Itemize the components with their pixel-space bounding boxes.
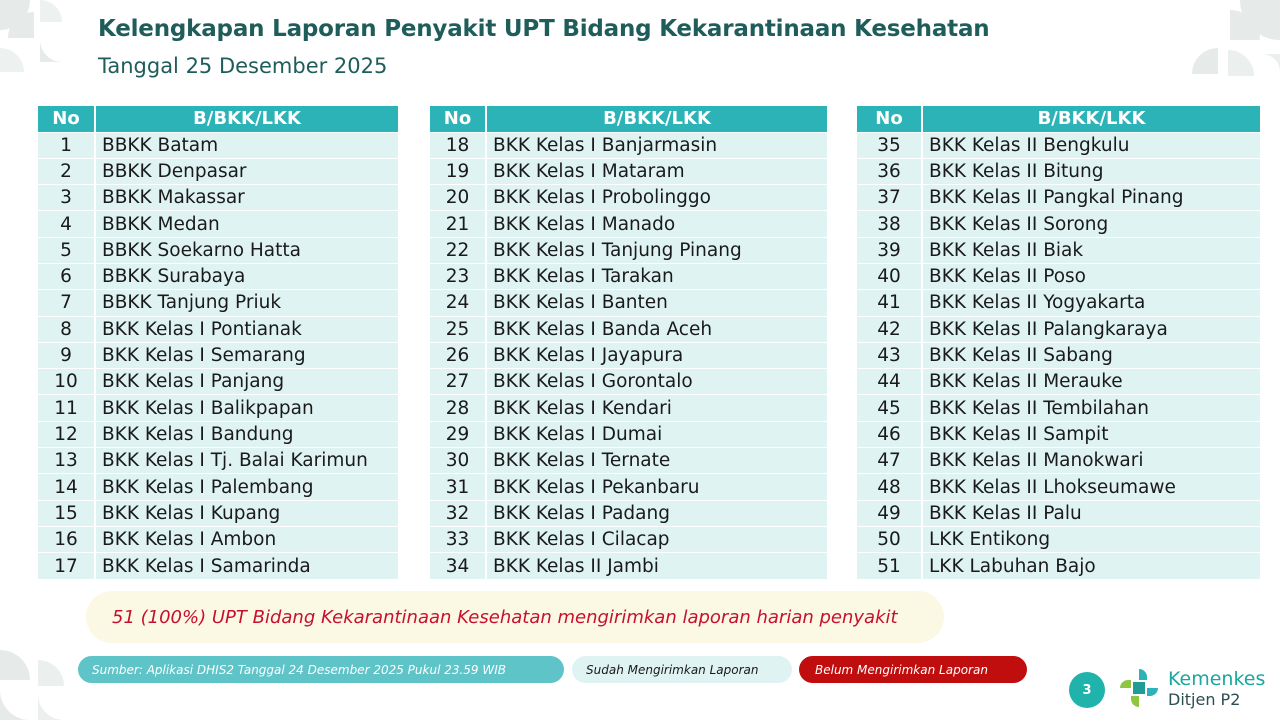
row-number: 10 — [38, 369, 95, 395]
row-number: 8 — [38, 316, 95, 342]
leaf-pattern-icon — [0, 0, 90, 90]
row-number: 50 — [857, 526, 922, 552]
row-number: 32 — [430, 500, 486, 526]
row-unit-name: BBKK Batam — [95, 132, 398, 158]
table-row — [857, 474, 1260, 500]
table-row — [38, 553, 398, 579]
table-row — [38, 185, 398, 211]
row-number: 11 — [38, 395, 95, 421]
row-number: 6 — [38, 263, 95, 289]
row-unit-name: BKK Kelas I Bandung — [95, 421, 398, 447]
row-unit-name: BKK Kelas I Padang — [486, 500, 827, 526]
table-row — [430, 395, 827, 421]
row-unit-name: BKK Kelas I Tarakan — [486, 263, 827, 289]
table-row — [38, 448, 398, 474]
column-header-no: No — [38, 106, 95, 132]
row-number: 30 — [430, 448, 486, 474]
row-number: 3 — [38, 185, 95, 211]
row-number: 9 — [38, 342, 95, 368]
summary-banner: 51 (100%) UPT Bidang Kekarantinaan Kesehatan mengirimkan laporan harian penyakit — [86, 591, 944, 643]
table-row — [430, 500, 827, 526]
row-unit-name: BKK Kelas I Kupang — [95, 500, 398, 526]
table-row — [38, 369, 398, 395]
row-number: 15 — [38, 500, 95, 526]
row-number: 48 — [857, 474, 922, 500]
row-unit-name: BKK Kelas I Semarang — [95, 342, 398, 368]
row-unit-name: BBKK Makassar — [95, 185, 398, 211]
row-number: 14 — [38, 474, 95, 500]
table-row — [38, 395, 398, 421]
row-unit-name: BKK Kelas II Sorong — [922, 211, 1260, 237]
table-row — [857, 316, 1260, 342]
row-unit-name: BKK Kelas I Samarinda — [95, 553, 398, 579]
row-unit-name: BKK Kelas I Manado — [486, 211, 827, 237]
upt-table-1 — [38, 106, 398, 579]
table-row — [430, 342, 827, 368]
table-row — [857, 553, 1260, 579]
row-unit-name: BBKK Surabaya — [95, 263, 398, 289]
row-number: 38 — [857, 211, 922, 237]
row-number: 46 — [857, 421, 922, 447]
row-unit-name: BKK Kelas I Palembang — [95, 474, 398, 500]
table-row — [857, 211, 1260, 237]
page-number: 3 — [1069, 672, 1105, 708]
table-row — [38, 500, 398, 526]
brand-subtitle: Ditjen P2 — [1168, 690, 1241, 709]
table-row — [430, 237, 827, 263]
row-unit-name: BKK Kelas I Banten — [486, 290, 827, 316]
row-unit-name: BKK Kelas II Palu — [922, 500, 1260, 526]
row-unit-name: BKK Kelas I Ambon — [95, 526, 398, 552]
brand-name: Kemenkes — [1168, 668, 1266, 690]
row-unit-name: BKK Kelas I Banjarmasin — [486, 132, 827, 158]
row-unit-name: BKK Kelas II Poso — [922, 263, 1260, 289]
row-number: 7 — [38, 290, 95, 316]
page-subtitle: Tanggal 25 Desember 2025 — [98, 54, 388, 78]
row-number: 20 — [430, 185, 486, 211]
row-number: 35 — [857, 132, 922, 158]
table-row — [430, 421, 827, 447]
row-unit-name: BKK Kelas I Banda Aceh — [486, 316, 827, 342]
row-number: 28 — [430, 395, 486, 421]
row-number: 43 — [857, 342, 922, 368]
row-number: 21 — [430, 211, 486, 237]
table-row — [857, 342, 1260, 368]
table-row — [857, 500, 1260, 526]
row-number: 29 — [430, 421, 486, 447]
row-unit-name: BKK Kelas I Pontianak — [95, 316, 398, 342]
table-row — [857, 395, 1260, 421]
row-unit-name: BKK Kelas I Pekanbaru — [486, 474, 827, 500]
row-unit-name: BBKK Medan — [95, 211, 398, 237]
row-unit-name: BKK Kelas II Pangkal Pinang — [922, 185, 1260, 211]
column-header-name: B/BKK/LKK — [95, 106, 398, 132]
row-unit-name: BKK Kelas II Bengkulu — [922, 132, 1260, 158]
row-unit-name: BKK Kelas II Lhokseumawe — [922, 474, 1260, 500]
column-header-name: B/BKK/LKK — [486, 106, 827, 132]
legend-sent: Sudah Mengirimkan Laporan — [572, 656, 792, 683]
row-unit-name: BKK Kelas I Tj. Balai Karimun — [95, 448, 398, 474]
table-row — [430, 316, 827, 342]
row-unit-name: BKK Kelas II Sabang — [922, 342, 1260, 368]
row-unit-name: BKK Kelas II Biak — [922, 237, 1260, 263]
table-row — [430, 448, 827, 474]
column-header-no: No — [857, 106, 922, 132]
row-number: 27 — [430, 369, 486, 395]
table-row — [38, 263, 398, 289]
table-row — [430, 526, 827, 552]
table-row — [430, 185, 827, 211]
row-number: 44 — [857, 369, 922, 395]
upt-table-3 — [857, 106, 1260, 579]
table-row — [38, 526, 398, 552]
row-number: 16 — [38, 526, 95, 552]
table-row — [38, 421, 398, 447]
table-row — [857, 185, 1260, 211]
table-row — [430, 474, 827, 500]
upt-table-2 — [430, 106, 827, 579]
table-row — [430, 158, 827, 184]
row-number: 17 — [38, 553, 95, 579]
row-number: 45 — [857, 395, 922, 421]
row-unit-name: BKK Kelas I Kendari — [486, 395, 827, 421]
leaf-pattern-icon — [0, 630, 80, 720]
row-number: 19 — [430, 158, 486, 184]
leaf-pattern-icon — [1178, 0, 1280, 100]
row-number: 40 — [857, 263, 922, 289]
table-row — [857, 263, 1260, 289]
table-row — [857, 237, 1260, 263]
page-title: Kelengkapan Laporan Penyakit UPT Bidang Kekarantinaan Kesehatan — [98, 16, 990, 42]
table-row — [857, 132, 1260, 158]
row-unit-name: BKK Kelas I Ternate — [486, 448, 827, 474]
table-row — [857, 369, 1260, 395]
kemenkes-logo-icon — [1116, 665, 1162, 711]
table-row — [857, 526, 1260, 552]
row-unit-name: BKK Kelas II Sampit — [922, 421, 1260, 447]
table-row — [430, 553, 827, 579]
row-unit-name: BKK Kelas I Balikpapan — [95, 395, 398, 421]
row-unit-name: BKK Kelas I Panjang — [95, 369, 398, 395]
row-number: 13 — [38, 448, 95, 474]
row-number: 2 — [38, 158, 95, 184]
table-row — [857, 448, 1260, 474]
table-row — [38, 237, 398, 263]
row-number: 25 — [430, 316, 486, 342]
table-row — [430, 132, 827, 158]
row-number: 26 — [430, 342, 486, 368]
table-row — [38, 211, 398, 237]
table-row — [38, 474, 398, 500]
table-row — [430, 290, 827, 316]
row-unit-name: LKK Labuhan Bajo — [922, 553, 1260, 579]
row-unit-name: BKK Kelas I Mataram — [486, 158, 827, 184]
row-unit-name: BKK Kelas I Cilacap — [486, 526, 827, 552]
table-row — [430, 211, 827, 237]
row-number: 51 — [857, 553, 922, 579]
row-number: 36 — [857, 158, 922, 184]
table-row — [38, 158, 398, 184]
row-number: 12 — [38, 421, 95, 447]
row-number: 5 — [38, 237, 95, 263]
row-number: 39 — [857, 237, 922, 263]
row-number: 1 — [38, 132, 95, 158]
row-unit-name: BKK Kelas I Gorontalo — [486, 369, 827, 395]
table-row — [38, 342, 398, 368]
row-number: 22 — [430, 237, 486, 263]
row-number: 41 — [857, 290, 922, 316]
table-row — [857, 421, 1260, 447]
table-row — [430, 263, 827, 289]
row-number: 42 — [857, 316, 922, 342]
table-row — [38, 316, 398, 342]
row-unit-name: BKK Kelas I Jayapura — [486, 342, 827, 368]
source-note: Sumber: Aplikasi DHIS2 Tanggal 24 Desember 2025 Pukul 23.59 WIB — [78, 656, 564, 683]
row-number: 18 — [430, 132, 486, 158]
row-unit-name: LKK Entikong — [922, 526, 1260, 552]
row-unit-name: BKK Kelas I Dumai — [486, 421, 827, 447]
table-row — [38, 290, 398, 316]
row-unit-name: BBKK Soekarno Hatta — [95, 237, 398, 263]
table-row — [857, 290, 1260, 316]
table-row — [430, 369, 827, 395]
table-row — [857, 158, 1260, 184]
row-unit-name: BKK Kelas II Merauke — [922, 369, 1260, 395]
row-number: 34 — [430, 553, 486, 579]
row-unit-name: BKK Kelas I Tanjung Pinang — [486, 237, 827, 263]
row-number: 31 — [430, 474, 486, 500]
column-header-name: B/BKK/LKK — [922, 106, 1260, 132]
row-unit-name: BKK Kelas I Probolinggo — [486, 185, 827, 211]
row-unit-name: BKK Kelas II Jambi — [486, 553, 827, 579]
row-number: 4 — [38, 211, 95, 237]
row-number: 49 — [857, 500, 922, 526]
column-header-no: No — [430, 106, 486, 132]
row-unit-name: BKK Kelas II Yogyakarta — [922, 290, 1260, 316]
row-unit-name: BKK Kelas II Tembilahan — [922, 395, 1260, 421]
row-number: 47 — [857, 448, 922, 474]
row-number: 24 — [430, 290, 486, 316]
row-unit-name: BKK Kelas II Bitung — [922, 158, 1260, 184]
legend-unsent: Belum Mengirimkan Laporan — [799, 656, 1027, 683]
row-number: 37 — [857, 185, 922, 211]
row-unit-name: BKK Kelas II Manokwari — [922, 448, 1260, 474]
row-number: 23 — [430, 263, 486, 289]
row-unit-name: BBKK Denpasar — [95, 158, 398, 184]
table-row — [38, 132, 398, 158]
row-unit-name: BKK Kelas II Palangkaraya — [922, 316, 1260, 342]
row-unit-name: BBKK Tanjung Priuk — [95, 290, 398, 316]
row-number: 33 — [430, 526, 486, 552]
